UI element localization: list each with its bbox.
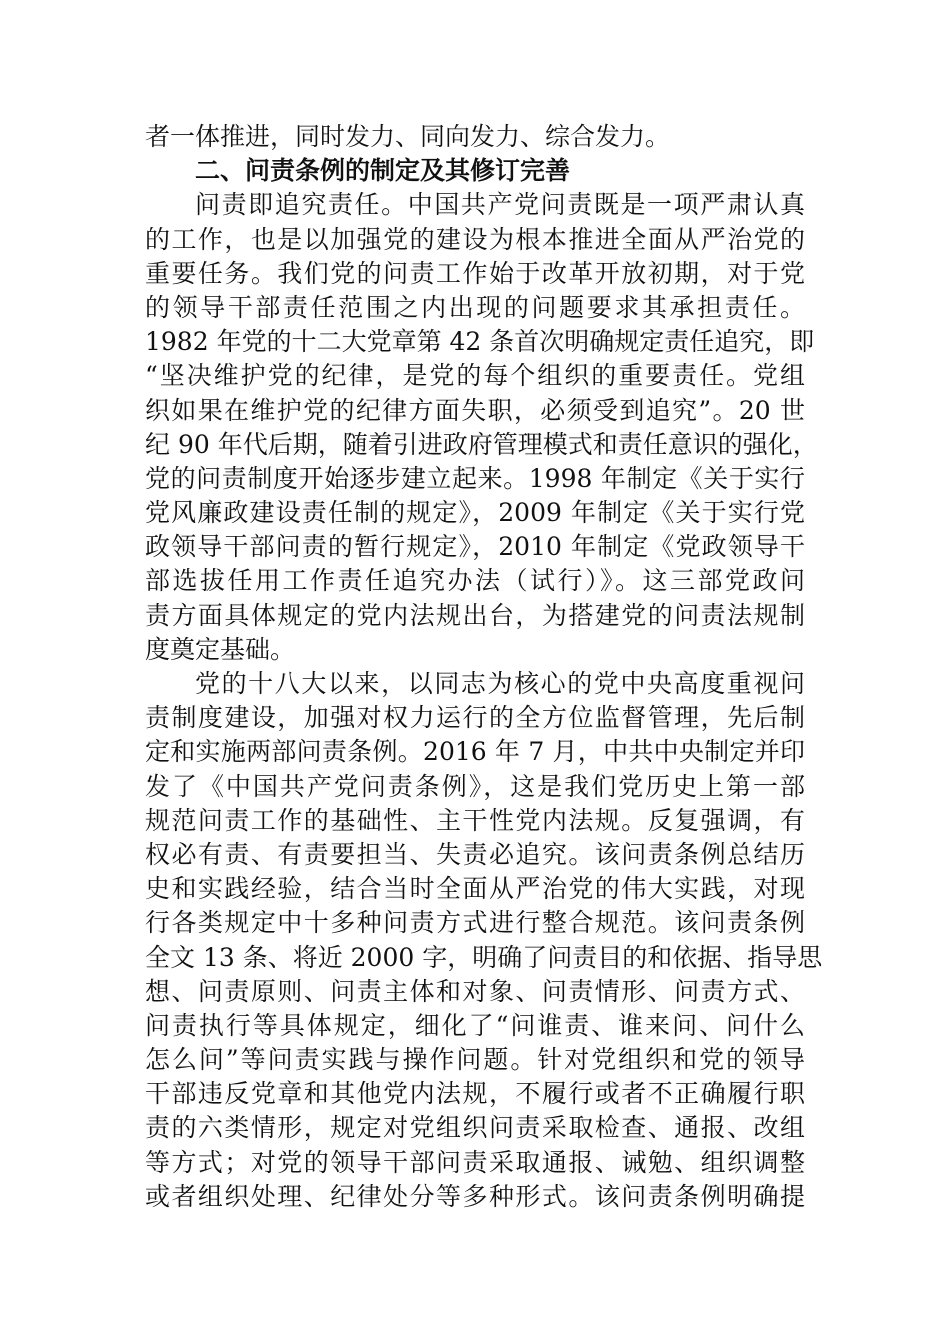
text-line: 问责执行等具体规定，细化了“问谁责、谁来问、问什么	[145, 1010, 805, 1040]
paragraph-end-line: 度奠定基础。	[145, 634, 296, 664]
text-line: 党风廉政建设责任制的规定》，2009 年制定《关于实行党	[145, 498, 805, 528]
text-line: 干部违反党章和其他党内法规，不履行或者不正确履行职	[145, 1079, 805, 1109]
text-line: 定和实施两部问责条例。2016 年 7 月，中共中央制定并印	[145, 737, 805, 767]
text-line: 责方面具体规定的党内法规出台，为搭建党的问责法规制	[145, 600, 805, 630]
text-line: 责的六类情形，规定对党组织问责采取检查、通报、改组	[145, 1113, 805, 1143]
text-line: 者一体推进，同时发力、同向发力、综合发力。	[145, 122, 671, 151]
section-heading: 二、问责条例的制定及其修订完善	[195, 156, 571, 186]
paragraph-start-line: 问责即追究责任。中国共产党问责既是一项严肃认真	[195, 190, 805, 220]
text-line: 怎么问”等问责实践与操作问题。针对党组织和党的领导	[145, 1045, 805, 1075]
text-line: 行各类规定中十多种问责方式进行整合规范。该问责条例	[145, 908, 805, 938]
text-line: 重要任务。我们党的问责工作始于改革开放初期，对于党	[145, 258, 805, 288]
text-line: 等方式；对党的领导干部问责采取通报、诫勉、组织调整	[145, 1147, 805, 1177]
text-line: 的领导干部责任范围之内出现的问题要求其承担责任。	[145, 292, 805, 322]
text-line: 的工作，也是以加强党的建设为根本推进全面从严治党的	[145, 224, 805, 254]
document-body	[145, 120, 823, 1214]
paragraph-start-line: 党的十八大以来，以同志为核心的党中央高度重视问	[195, 669, 805, 698]
text-line: 1982 年党的十二大党章第 42 条首次明确规定责任追究，即	[145, 327, 815, 357]
text-line: 纪 90 年代后期，随着引进政府管理模式和责任意识的强化，	[145, 429, 818, 459]
text-line: 责制度建设，加强对权力运行的全方位监督管理，先后制	[145, 703, 805, 733]
text-line: 想、问责原则、问责主体和对象、问责情形、问责方式、	[145, 976, 805, 1006]
text-line: 权必有责、有责要担当、失责必追究。该问责条例总结历	[145, 839, 805, 869]
text-line: 政领导干部问责的暂行规定》，2010 年制定《党政领导干	[145, 532, 805, 562]
text-line: 部选拔任用工作责任追究办法（试行）》。这三部党政问	[145, 566, 805, 596]
text-line: 史和实践经验，结合当时全面从严治党的伟大实践，对现	[145, 874, 805, 904]
text-line: 全文 13 条、将近 2000 字，明确了问责目的和依据、指导思	[145, 942, 823, 972]
text-line: 发了《中国共产党问责条例》，这是我们党历史上第一部	[145, 771, 805, 801]
text-line: 织如果在维护党的纪律方面失职，必须受到追究”。20 世	[145, 395, 805, 425]
text-line: 或者组织处理、纪律处分等多种形式。该问责条例明确提	[145, 1181, 805, 1211]
text-line: 党的问责制度开始逐步建立起来。1998 年制定《关于实行	[145, 463, 805, 493]
text-line: 规范问责工作的基础性、主干性党内法规。反复强调，有	[145, 805, 805, 835]
text-line: “坚决维护党的纪律，是党的每个组织的重要责任。党组	[145, 361, 805, 391]
